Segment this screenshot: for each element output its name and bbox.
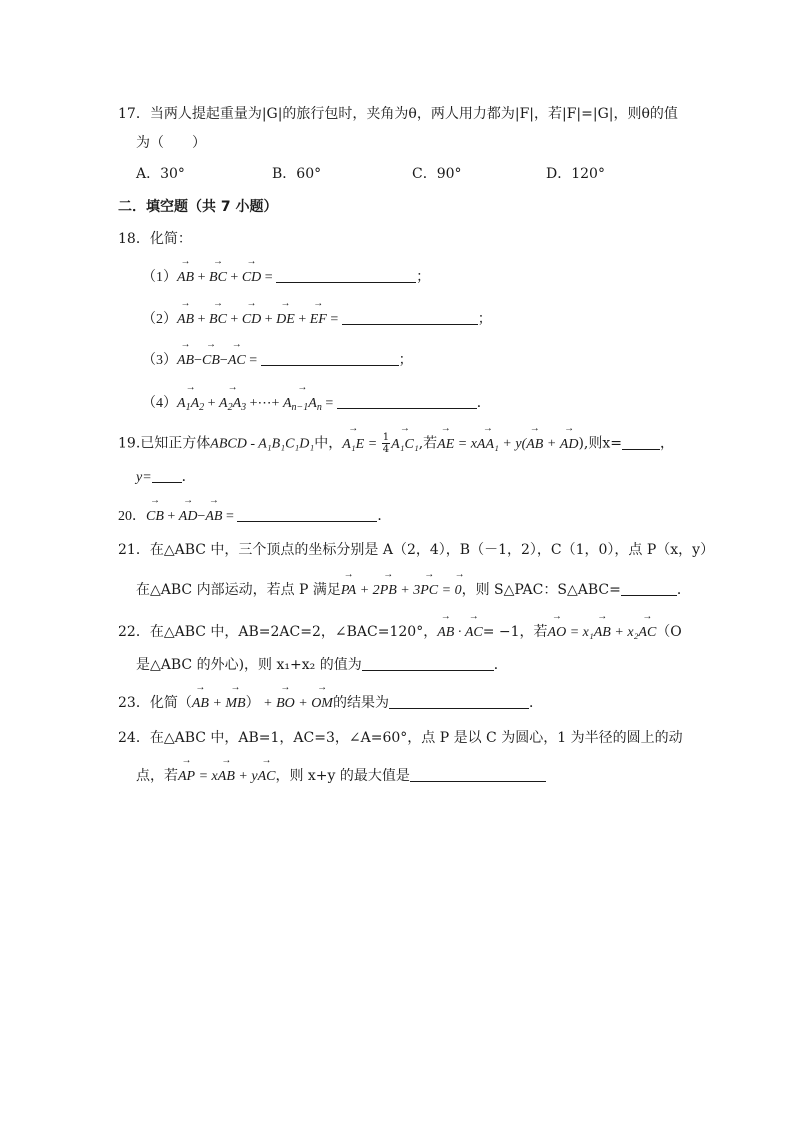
- vec-ao: → AO: [548, 623, 567, 643]
- vec-aa1: → AA₁: [477, 435, 499, 455]
- vec-a1e: → A₁E: [342, 435, 364, 455]
- vec-de: → DE: [276, 310, 295, 330]
- section-heading: 二．填空题（共 7 小题）: [118, 199, 278, 215]
- answer-blank[interactable]: [276, 268, 416, 283]
- vec-bo: → BO: [276, 694, 295, 714]
- q21-line1: 21．在△ABC 中，三个顶点的坐标分别是 A（2，4），B（－1，2），C（1，0），点 P（x，y）: [118, 542, 715, 558]
- q24-line2: 点，若→ AP = x→ AB + y→ AC，则 x+y 的最大值是: [136, 766, 546, 787]
- vec-cb: → CB: [146, 507, 164, 527]
- answer-blank-y[interactable]: [152, 468, 182, 483]
- vec-pa: → PA: [341, 581, 356, 601]
- q17-line1: 17．当两人提起重量为|G|的旅行包时，夹角为θ，两人用力都为|F|，若|F|=|G|，则θ的值: [118, 106, 678, 122]
- q17-option-b: B．60°: [272, 166, 322, 182]
- vec-ac: → AC: [638, 623, 656, 643]
- vec-ab: → AB: [177, 310, 194, 330]
- q21-line2: 在△ABC 内部运动，若点 P 满足→ PA + 2→ PB + 3→ PC = → 0，则 S△PAC：S△ABC= ．: [136, 580, 691, 601]
- vec-pb: → PB: [380, 581, 397, 601]
- q17-option-c: C．90°: [412, 166, 462, 182]
- q19-line2: y= ．: [136, 469, 196, 485]
- answer-blank[interactable]: [410, 767, 546, 782]
- q22-line1: 22．在△ABC 中，AB=2AC=2，∠BAC=120°，→ AB · → AC= −1，若→ AO = x₁→ AB + x₂→ AC（O: [118, 622, 682, 643]
- vec-om: → OM: [311, 694, 333, 714]
- vec-ac: → AC: [465, 623, 483, 643]
- answer-blank[interactable]: [337, 394, 477, 409]
- q24-line1: 24．在△ABC 中，AB=1，AC=3，∠A=60°，点 P 是以 C 为圆心，1 为半径的圆上的动: [118, 730, 683, 746]
- answer-blank[interactable]: [342, 310, 478, 325]
- vec-cb: → CB: [202, 351, 220, 371]
- q17-option-d: D．120°: [546, 166, 605, 182]
- vec-ab: → AB: [177, 351, 194, 371]
- vec-ab: → AB: [205, 507, 222, 527]
- vec-a1c1: → A₁C₁: [391, 435, 419, 455]
- vec-ab: → AB: [594, 623, 611, 643]
- q18-part2: （2）→ AB + → BC + → CD + → DE + → EF = ；: [142, 310, 492, 330]
- cube-name: ABCD - A₁B₁C₁D₁: [210, 436, 315, 452]
- vec-ac: → AC: [228, 351, 246, 371]
- vec-ef: → EF: [310, 310, 327, 330]
- vec-ab: → AB: [177, 268, 194, 288]
- vec-cd: → CD: [242, 310, 261, 330]
- q18-part1-num: （1）: [142, 270, 177, 285]
- q18-part4: $(4)\to A_1A_2$ + → $A_2A_3$ +⋯+ → $A_{n-1}A_n$ = ．: [142, 394, 491, 414]
- answer-blank[interactable]: [621, 581, 677, 596]
- q18-part2-num: （2）: [142, 312, 177, 327]
- vec-mb: → MB: [225, 694, 245, 714]
- vec-ad: → AD: [179, 507, 198, 527]
- q17-option-a: A．30°: [136, 166, 185, 182]
- q18-part3-num: （3）: [142, 353, 177, 368]
- vec-cd: → CD: [242, 268, 261, 288]
- answer-blank[interactable]: [261, 351, 399, 366]
- vec-ap: → AP: [178, 767, 195, 787]
- q18-part4-num: （4）: [142, 396, 177, 411]
- vec-bc: → BC: [209, 310, 227, 330]
- vec-pc: → PC: [420, 581, 438, 601]
- q18-part3: （3）→ AB−→ CB−→ AC = ；: [142, 351, 413, 371]
- vec-ae: → AE: [437, 435, 454, 455]
- answer-blank[interactable]: [362, 656, 494, 671]
- answer-blank[interactable]: [389, 694, 529, 709]
- vec-ac: → AC: [258, 767, 276, 787]
- answer-blank-x[interactable]: [622, 435, 660, 450]
- q18-label: 18．化简：: [118, 231, 192, 247]
- vec-bc: → BC: [209, 268, 227, 288]
- answer-blank[interactable]: [237, 507, 377, 522]
- vec-zero: → 0: [455, 581, 462, 601]
- q22-line2: 是△ABC 的外心)，则 x₁+x₂ 的值为 ．: [136, 657, 508, 673]
- vec-ab: → AB: [526, 435, 543, 455]
- q19-line1: 19.已知正方体ABCD - A₁B₁C₁D₁中，→ A₁E = $\frac{1}{4}$ → A₁C₁,若→ AE = x→ AA₁ + y(→ AB + → AD),则x= ，: [118, 432, 674, 455]
- vec-ab: → AB: [218, 767, 235, 787]
- q18-part1: （1）→ AB + → BC + → CD = ；: [142, 268, 430, 288]
- vec-ab: → AB: [437, 623, 454, 643]
- vec-ab: → AB: [192, 694, 209, 714]
- q17-line2: 为（ ）: [136, 135, 206, 151]
- vec-ad: → AD: [560, 435, 579, 455]
- q23-line: 23．化简（→ AB + → MB） + → BO + → OM的结果为 ．: [118, 693, 543, 714]
- q20-line: 20．→ CB + → AD−→ AB = ．: [118, 507, 391, 527]
